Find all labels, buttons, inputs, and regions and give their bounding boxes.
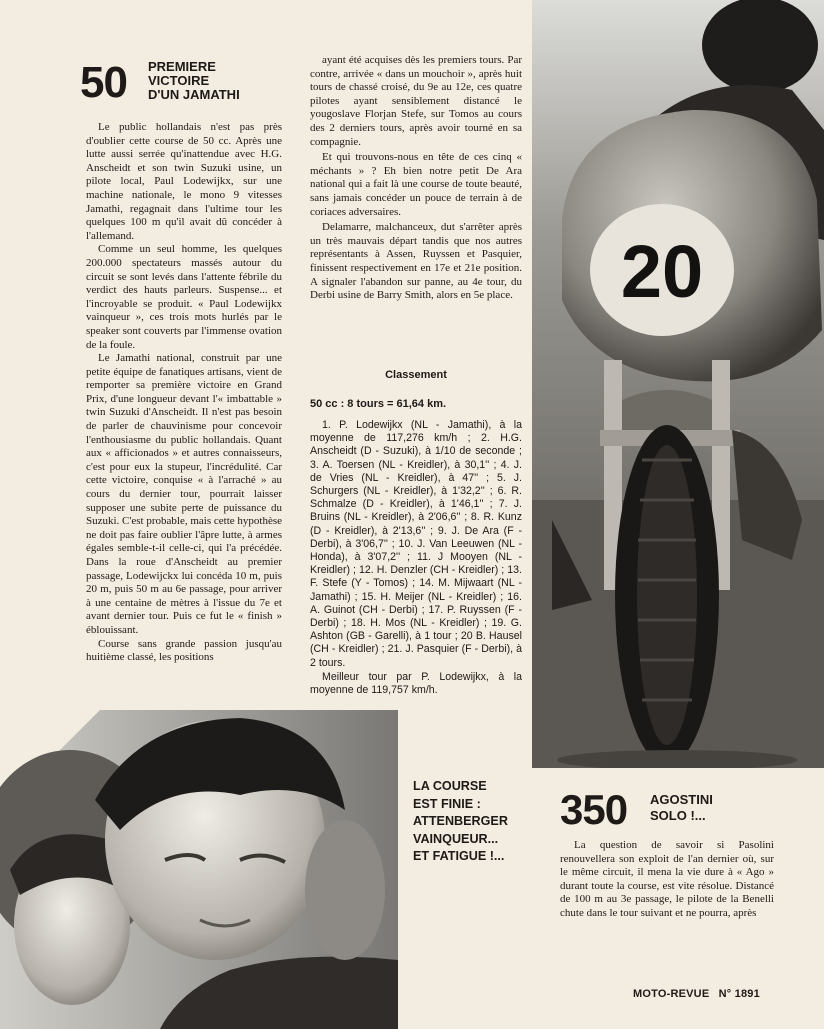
motorcycle-illustration bbox=[532, 0, 824, 768]
paragraph: La question de savoir si Pasolini renouvellera son exploit de l'an dernier où, sur le même circuit, il mena la vie dure à « Ago » durant toute la course, est vite résolue. Distancé de 100 m au 3e passage, le pilote de la Benelli chute dans le tour suivant et ne pourra, après bbox=[560, 839, 774, 919]
article-column-middle bbox=[310, 54, 522, 303]
article-column-right bbox=[560, 839, 774, 921]
classement-subheading: 50 cc : 8 tours = 61,64 km. bbox=[310, 398, 447, 410]
paragraph: ayant été acquises dès les premiers tours. Par contre, arrivée « dans un mouchoir », après huit tours de chassé croisé, du 9e au 12e, ces quatre pilotes ayant sensiblement distancé le yougoslave Florjan Stefe, sur Tomos au cours des 2 derniers tours, après avoir tourné en sa compagnie. bbox=[310, 54, 522, 148]
paragraph: Le public hollandais n'est pas près d'oublier cette course de 50 cc. Après une lutte aussi serrée qu'inattendue avec H.G. Anscheidt et son twin Suzuki usine, un pilote local, Paul Lodewijkx, sur une machine nationale, le mono 9 vitesses Jamathi, regagnait dans l'ultime tour les quelques 100 m qu'il avait dû concéder à l'allemand. bbox=[86, 121, 282, 242]
paragraph: Et qui trouvons-nous en tête de ces cinq « méchants » ? Eh bien notre petit De Ara national qui a fait là une course de toute beauté, sans jamais concéder un pouce de terrain à de coriaces adversaires. bbox=[310, 151, 522, 218]
caption-line: EST FINIE : bbox=[413, 796, 481, 811]
headline-line: SOLO !... bbox=[650, 808, 706, 823]
headline-title bbox=[650, 792, 713, 824]
headline-line: D'UN JAMATHI bbox=[148, 87, 240, 102]
best-lap: Meilleur tour par P. Lodewijkx, à la moyenne de 119,757 km/h. bbox=[310, 670, 522, 697]
article-column-left bbox=[86, 121, 282, 665]
photo-caption bbox=[413, 778, 553, 866]
results-text: 1. P. Lodewijkx (NL - Jamathi), à la moyenne de 117,276 km/h ; 2. H.G. Anscheidt (D - Suzuki), à 1/10 de seconde ; 3. A. Toersen (NL - Kreidler), à 30,1'' ; 4. J. de Vries (NL - Kreidler), à 47'' ; 5. J. Schurgers (NL - Kreidler), à 1'32,2'' ; 6. R. Schmalze (D - Kreidler), à 1'46,1'' ; 7. J. Bruins (NL - Kreidler), à 2'06,6'' ; 8. R. Kunz (D - Kreidler), à 2'13,6'' ; 9. J. De Ara (F - Derbi), à 3'06,7'' ; 10. J. Van Leeuwen (NL - Honda), à 3'07,2'' ; 11. J Mooyen (NL - Kreidler) ; 12. H. Denzler (CH - Kreidler) ; 13. F. Stefe (Y - Tomos) ; 14. M. Mijwaart (NL - Jamathi) ; 15. H. Meijer (NL - Kreidler) ; 16. A. Guinot (CH - Derbi) ; 17. P. Ruyssen (F - Derbi) ; 18. H. Mos (NL - Kreidler) ; 19. G. Ashton (GB - Garelli), à 1 tour ; 20 B. Hausel (CH - Kreidler) ; 21. J. Pasquier (F - Derbi), à 2 tours. bbox=[310, 419, 522, 669]
photo-motorcycle bbox=[532, 0, 824, 768]
headline-number: 350 bbox=[560, 786, 628, 833]
headline-title bbox=[148, 60, 240, 102]
riders-illustration bbox=[0, 710, 398, 1029]
paragraph: Le Jamathi national, construit par une petite équipe de fanatiques artisans, vient de remporter sa première victoire en Grand Prix, d'une longueur devant l'« imbattable » twin Suzuki d'Anscheidt. Il n'est pas besoin de parler de chauvinisme pour concevoir l'enthousiasme du public hollandais. Quant aux « afficionados » et autres connaisseurs, c'est pour eux la stupeur, l'incrédulité. Car cette victoire, conquise « à l'arraché » au cours du dernier tour, pourrait laisser supposer une subite perte de puissance du Suzuki. C'est probable, mais cette hypothèse ne doit pas faire oublier l'âpre lutte, à armes égales semble-t-il celle-ci, qui l'a précédée. Dans la roue d'Anscheidt au premier passage, Lodewijckx lui concéda 10 m, puis 20 m, puis 50 m au 6e passage, pour arriver à une centaine de mètres à l'issue du 7e et avant dernier tour. Puis ce fut le « finish » éblouissant. bbox=[86, 352, 282, 636]
headline-line: VICTOIRE bbox=[148, 73, 210, 88]
race-plate-number: 20 bbox=[620, 230, 704, 313]
results-list bbox=[310, 419, 522, 697]
headline-line: PREMIERE bbox=[148, 59, 216, 74]
paragraph: Delamarre, malchanceux, dut s'arrêter après un très mauvais départ tandis que nos autres représentants à Assen, Ruyssen et Pasquier, finissent respectivement en 17e et 21e position. A signaler l'abandon sur panne, au 4e tour, du Derbi usine de Barry Smith, alors en 5e place. bbox=[310, 221, 522, 302]
caption-line: LA COURSE bbox=[413, 779, 487, 793]
paragraph: Course sans grande passion jusqu'au huitième classé, les positions bbox=[86, 637, 282, 664]
paragraph: Comme un seul homme, les quelques 200.000 spectateurs massés autour du circuit se sont levés dans l'attente fébrile du verdict des hauts parleurs. Suspense... et l'incroyable se produit. « Paul Lodewijkx vainqueur », ces trois mots hurlés par le speaker sont couverts par l'immense ovation de la foule. bbox=[86, 243, 282, 351]
caption-line: ATTENBERGER bbox=[413, 814, 508, 828]
classement-heading: Classement bbox=[385, 369, 447, 381]
magazine-name: MOTO-REVUE bbox=[633, 988, 710, 1000]
headline-50cc bbox=[80, 58, 310, 108]
headline-number: 50 bbox=[80, 58, 127, 107]
photo-riders bbox=[0, 710, 398, 1029]
caption-line: ET FATIGUE !... bbox=[413, 849, 505, 863]
page-footer bbox=[633, 988, 760, 1000]
headline-line: AGOSTINI bbox=[650, 792, 713, 807]
headline-350cc bbox=[560, 786, 770, 834]
issue-number: N° 1891 bbox=[718, 988, 760, 1000]
caption-line: VAINQUEUR... bbox=[413, 831, 499, 846]
